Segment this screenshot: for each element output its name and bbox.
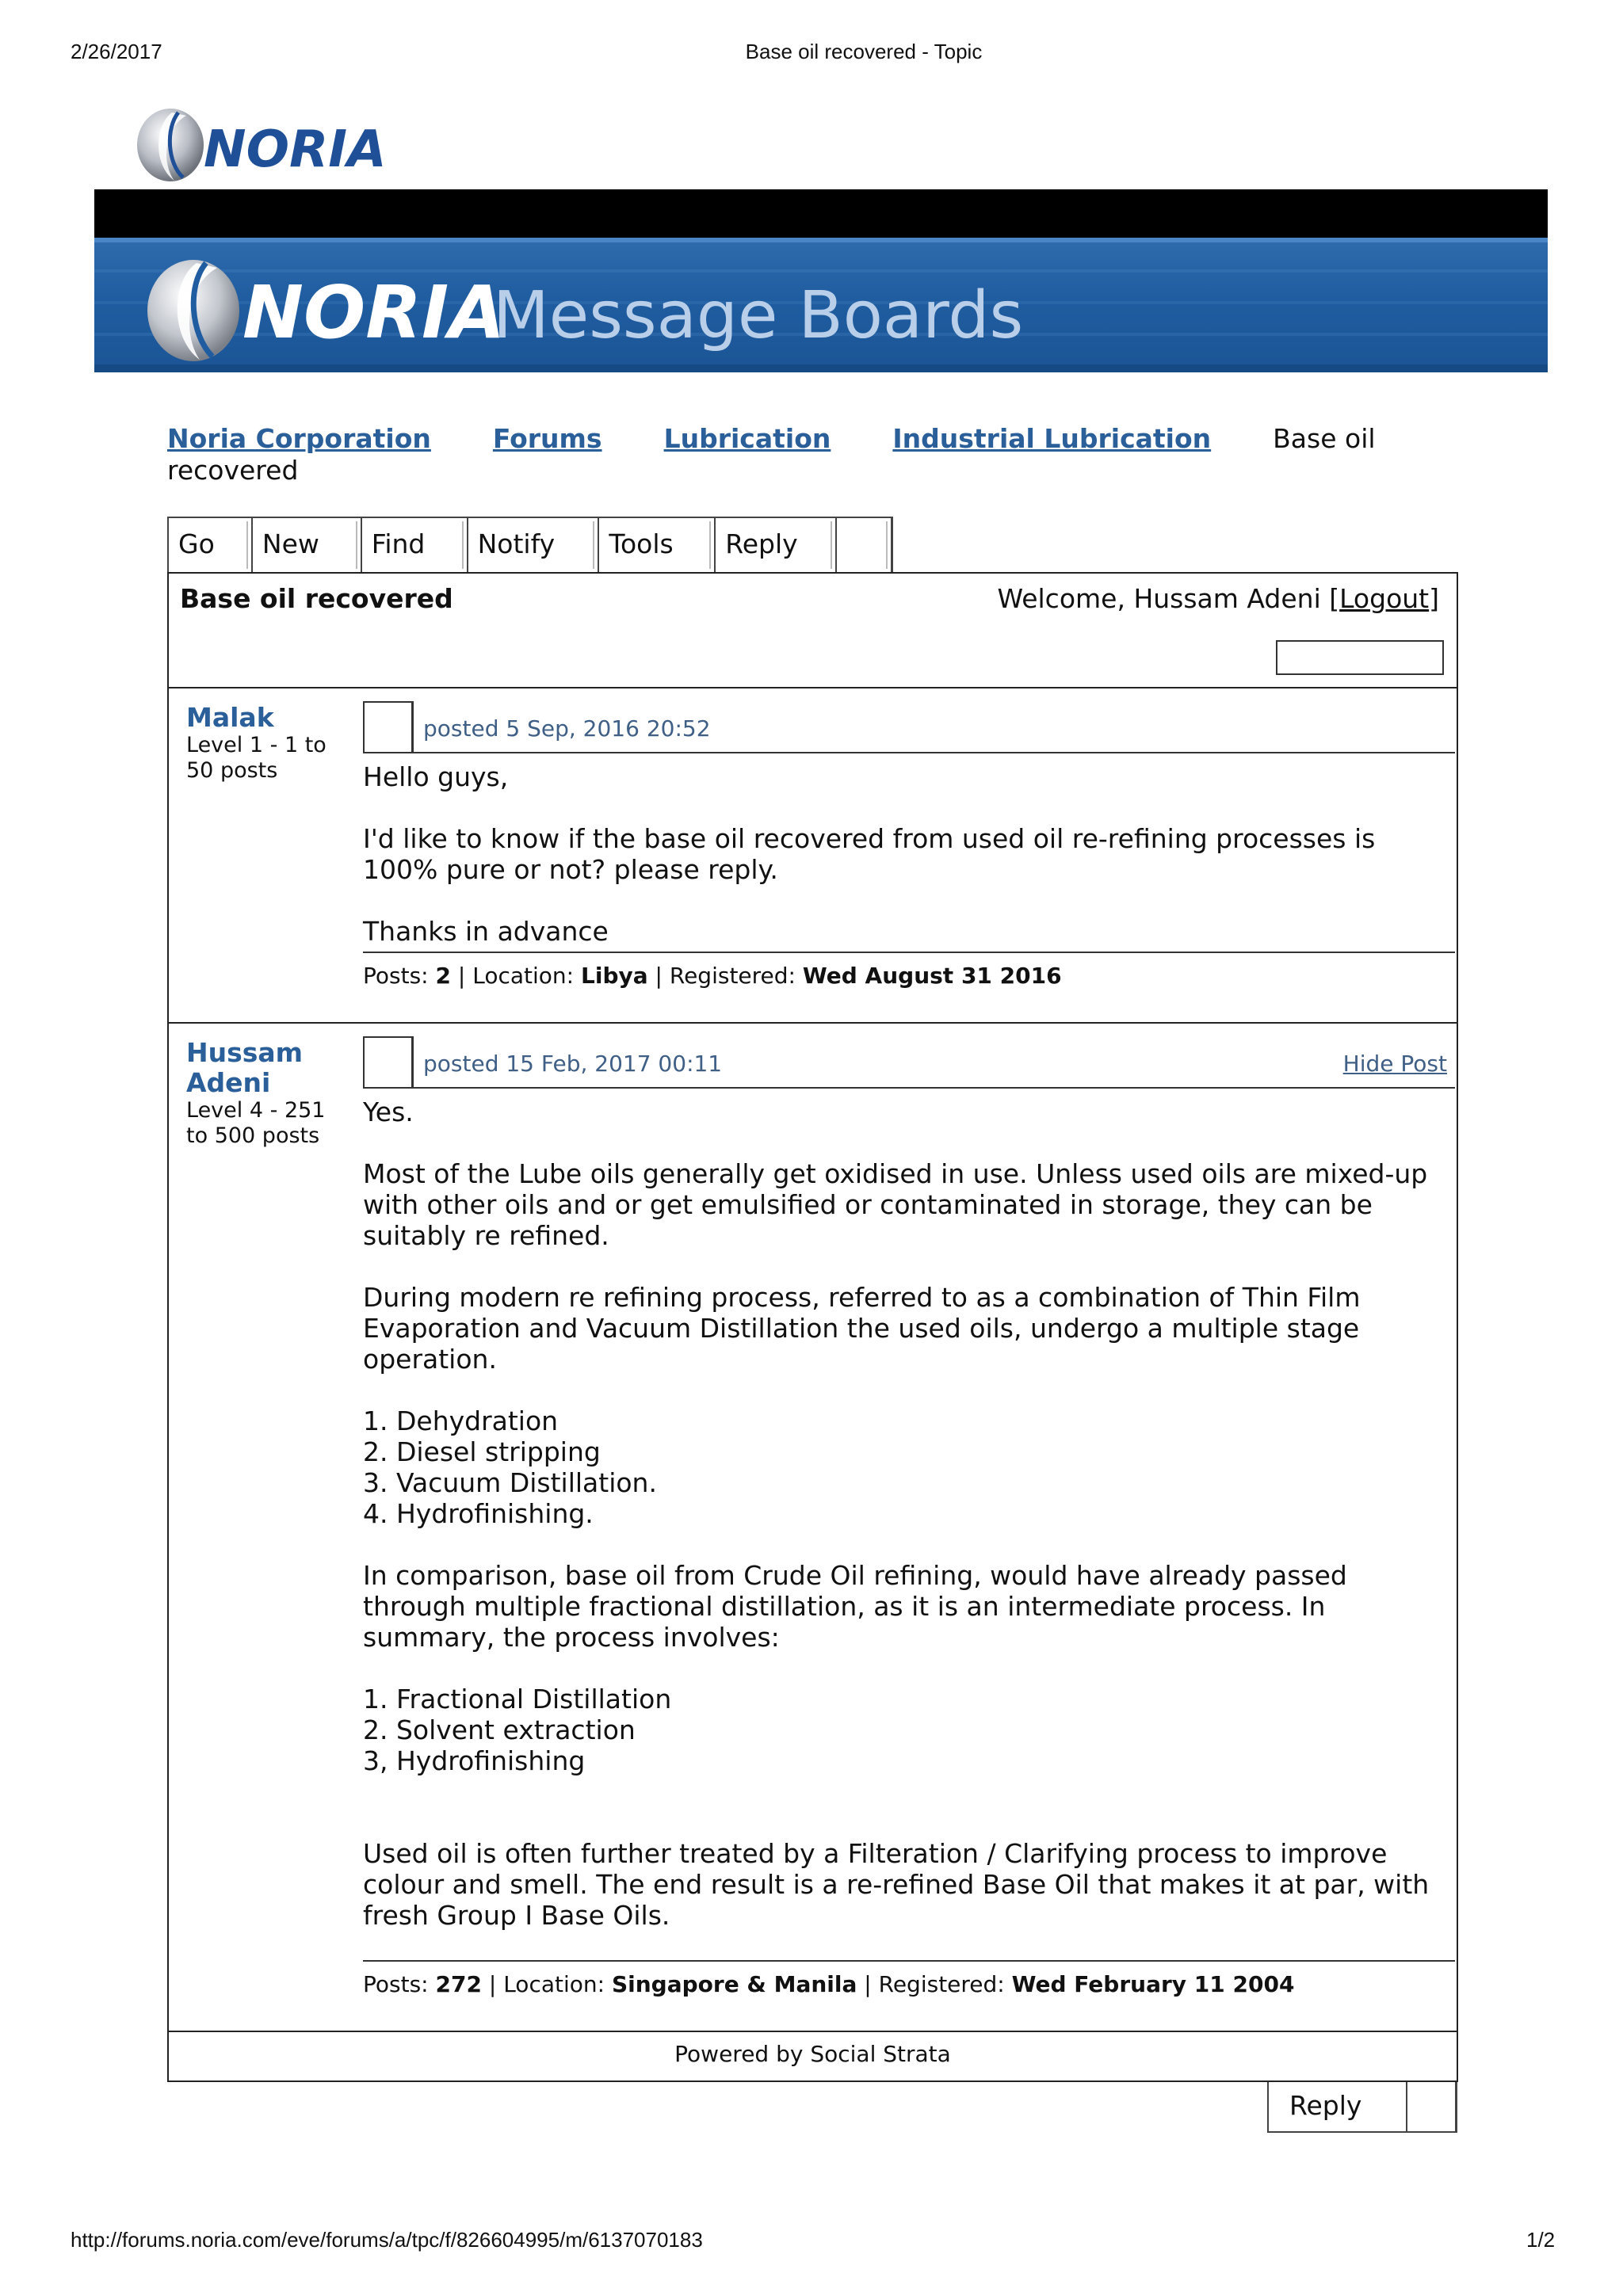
breadcrumb-industrial-lubrication[interactable]: Industrial Lubrication: [892, 423, 1212, 454]
logout-link[interactable]: Logout: [1339, 583, 1430, 614]
post-author: [186, 703, 353, 784]
toolbar-new-button[interactable]: New: [253, 518, 362, 572]
post: [169, 1024, 1457, 2032]
print-page-number: 1/2: [1526, 2228, 1556, 2252]
post-body: [363, 701, 1455, 989]
quick-jump-input[interactable]: [1276, 640, 1444, 675]
print-date: 2/26/2017: [71, 40, 162, 63]
post-date: posted 15 Feb, 2017 00:11: [423, 1051, 723, 1077]
breadcrumb-current: Base oil recovered: [167, 423, 1376, 486]
post-select-checkbox[interactable]: [363, 701, 414, 753]
noria-logo-text: NORIA: [204, 120, 387, 179]
post-text: Hello guys, I'd like to know if the base oil recovered from used oil re-refining processes is 100% pure or not? please reply. Thanks in advance: [363, 761, 1376, 947]
toolbar-extra-cell: [837, 518, 891, 572]
stat-label: Registered:: [878, 1971, 1005, 1997]
stat-registered: Wed August 31 2016: [802, 963, 1062, 989]
post-meta: [363, 701, 1455, 753]
author-name[interactable]: Malak: [186, 702, 274, 733]
top-black-bar: [94, 189, 1548, 238]
toolbar-notify-button[interactable]: Notify: [468, 518, 600, 572]
banner-subtitle: Message Boards: [493, 278, 1024, 353]
toolbar-reply-button[interactable]: Reply: [716, 518, 837, 572]
post: [169, 688, 1457, 1024]
print-header: [0, 38, 1623, 70]
print-footer: [0, 2228, 1623, 2260]
welcome-message: [998, 583, 1439, 614]
topic-header: [169, 574, 1457, 688]
stat-label: Location:: [472, 963, 575, 989]
post-author-stats: Posts: 2 | Location: Libya | Registered: Wed August 31 2016: [363, 952, 1455, 989]
author-level: Level 1 - 1 to 50 posts: [186, 733, 327, 783]
breadcrumb: [167, 423, 1467, 486]
stat-label: Registered:: [669, 963, 796, 989]
post-date: posted 5 Sep, 2016 20:52: [423, 715, 711, 742]
post-body: [363, 1036, 1455, 1997]
stat-posts: 2: [435, 963, 451, 989]
author-name[interactable]: Hussam Adeni: [186, 1037, 304, 1098]
stat-posts: 272: [435, 1971, 482, 1997]
stat-registered: Wed February 11 2004: [1011, 1971, 1295, 1997]
banner-logo-text: NORIA: [242, 270, 506, 355]
banner-logo: [138, 249, 1406, 368]
toolbar-go-button[interactable]: Go: [169, 518, 253, 572]
post-text: Yes. Most of the Lube oils generally get oxidised in use. Unless used oils are mixed-up with other oils and or get emulsified or contaminated in storage, they can be suitably re refined. During modern re refining process, referred to as a combination of Thin Film Evaporation and Vacuum Distillation the used oils, undergo a multiple stage operation. 1. Dehydration 2. Diesel stripping 3. Vacuum Distillation. 4. Hydrofinishing. In comparison, base oil from Crude Oil refining, would have already passed through multiple fractional distillation, as it is an intermediate process. In summary, the process involves: 1. Fractional Distillation 2. Solvent extraction 3, Hydrofinishing Used oil is often further treated by a Filteration / Clarifying process to improve colour and smell. The end result is a re-refined Base Oil that makes it at par, with fresh Group I Base Oils.: [363, 1097, 1430, 1931]
breadcrumb-noria-corporation[interactable]: Noria Corporation: [167, 423, 431, 454]
topic-board: [167, 572, 1458, 2082]
stat-location: Libya: [581, 963, 648, 989]
toolbar-tools-button[interactable]: Tools: [599, 518, 716, 572]
stat-label: Location:: [503, 1971, 605, 1997]
forum-toolbar: [167, 517, 893, 574]
bottom-reply-button[interactable]: Reply: [1269, 2082, 1407, 2131]
print-url: http://forums.noria.com/eve/forums/a/tpc/f/826604995/m/6137070183: [71, 2228, 703, 2252]
powered-by: Powered by Social Strata: [674, 2041, 951, 2067]
print-title: Base oil recovered - Topic: [745, 40, 983, 63]
toolbar-find-button[interactable]: Find: [362, 518, 468, 572]
post-author: [186, 1038, 353, 1149]
breadcrumb-lubrication[interactable]: Lubrication: [663, 423, 831, 454]
author-level: Level 4 - 251 to 500 posts: [186, 1098, 326, 1148]
welcome-text: Welcome, Hussam Adeni [: [997, 583, 1340, 614]
topic-title: Base oil recovered: [180, 583, 453, 614]
post-select-checkbox[interactable]: [363, 1036, 414, 1089]
post-meta: [363, 1036, 1455, 1089]
stat-label: Posts:: [363, 963, 429, 989]
stat-label: Posts:: [363, 1971, 429, 1997]
breadcrumb-forums[interactable]: Forums: [492, 423, 602, 454]
post-author-stats: Posts: 272 | Location: Singapore & Manila | Registered: Wed February 11 2004: [363, 1960, 1455, 1997]
welcome-text-end: ]: [1429, 583, 1439, 614]
stat-location: Singapore & Manila: [611, 1971, 857, 1997]
hide-post-link[interactable]: Hide Post: [1342, 1051, 1447, 1077]
noria-logo[interactable]: [131, 101, 400, 189]
message-boards-banner: [94, 238, 1548, 372]
bottom-reply-bar: [1267, 2082, 1457, 2133]
